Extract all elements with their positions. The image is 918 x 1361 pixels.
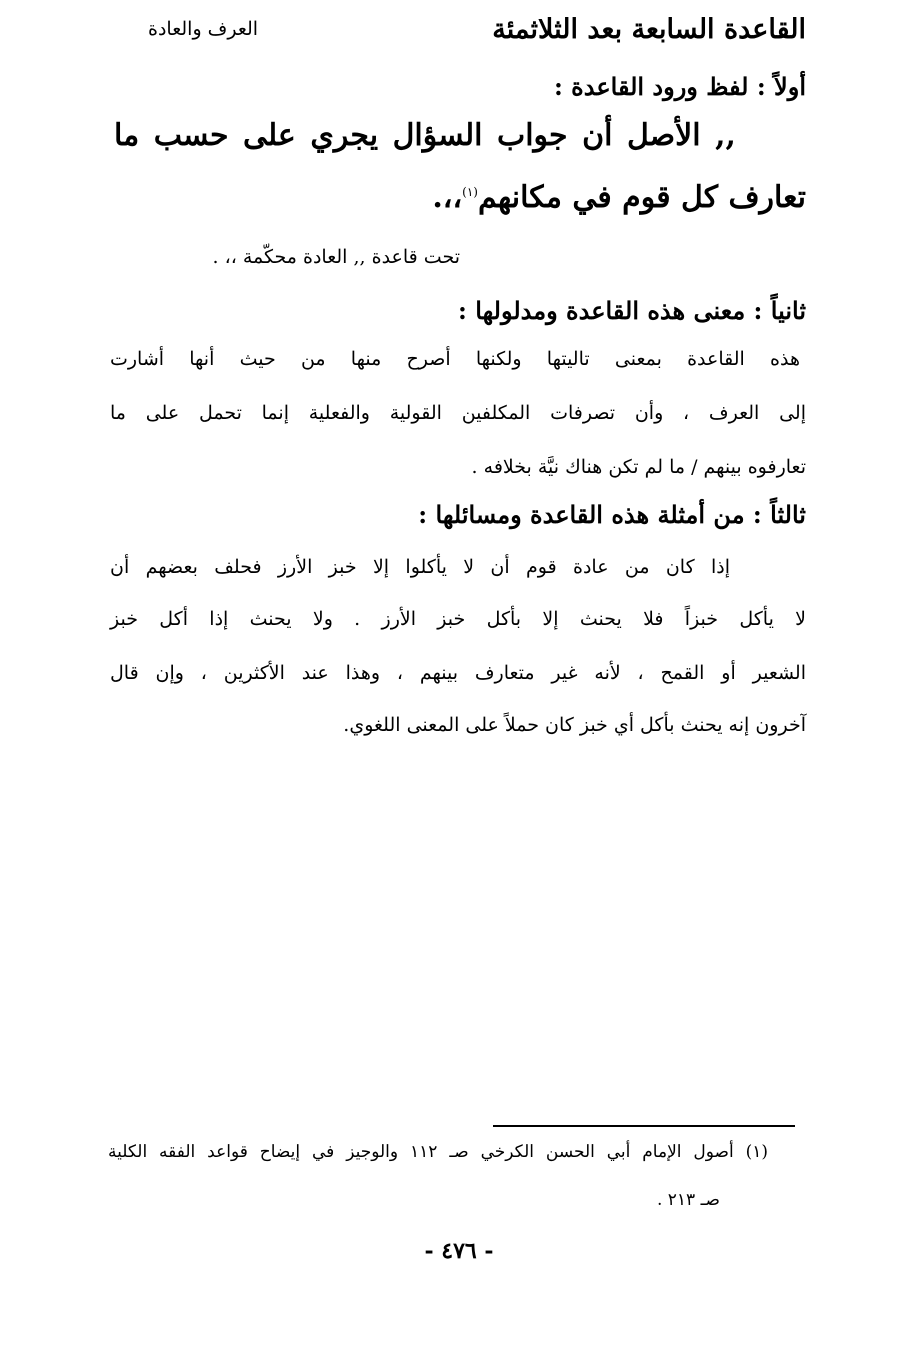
example-line-1: إذا كان من عادة قوم أن لا يأكلوا إلا خبز الأرز فحلف بعضهم أن	[110, 556, 730, 578]
footnote-line-2: صـ ٢١٣ .	[656, 1190, 720, 1210]
footnote-separator	[493, 1125, 795, 1127]
meaning-line-3: تعارفوه بينهم / ما لم تكن هناك نيَّة بخلافه .	[471, 456, 806, 478]
example-line-4: آخرون إنه يحنث بأكل أي خبز كان حملاً على المعنى اللغوي.	[343, 714, 806, 736]
section-heading-wording: أولاً : لفظ ورود القاعدة :	[553, 72, 806, 101]
section-heading-meaning: ثانياً : معنى هذه القاعدة ومدلولها :	[458, 296, 806, 325]
footnote-line-1: (١) أصول الإمام أبي الحسن الكرخي صـ ١١٢ والوجيز في إيضاح قواعد الفقه الكلية	[108, 1142, 768, 1162]
example-line-2: لا يأكل خبزاً فلا يحنث إلا بأكل خبز الأرز . ولا يحنث إذا أكل خبز	[110, 608, 806, 630]
footnote-reference: (١)	[462, 185, 478, 199]
rule-quote-line-1: ,, الأصل أن جواب السؤال يجري على حسب ما	[114, 118, 736, 153]
meaning-line-2: إلى العرف ، وأن تصرفات المكلفين القولية والفعلية إنما تحمل على ما	[110, 402, 806, 424]
example-line-3: الشعير أو القمح ، لأنه غير متعارف بينهم ، وهذا عند الأكثرين ، وإن قال	[110, 662, 806, 684]
running-topic: العرف والعادة	[148, 18, 259, 40]
section-heading-examples: ثالثاً : من أمثلة هذه القاعدة ومسائلها :	[418, 500, 806, 529]
sub-rule-note: تحت قاعدة ,, العادة محكّمة ،، .	[212, 246, 460, 268]
meaning-line-1: هذه القاعدة بمعنى تاليتها ولكنها أصرح منها من حيث أنها أشارت	[110, 348, 800, 370]
rule-quote-text: تعارف كل قوم في مكانهم	[477, 180, 806, 215]
rule-quote-line-2	[432, 180, 806, 215]
running-title: القاعدة السابعة بعد الثلاثمئة	[492, 14, 806, 45]
page-number: - ٤٧٦ -	[424, 1238, 494, 1264]
rule-quote-end: ،،.	[432, 180, 463, 215]
